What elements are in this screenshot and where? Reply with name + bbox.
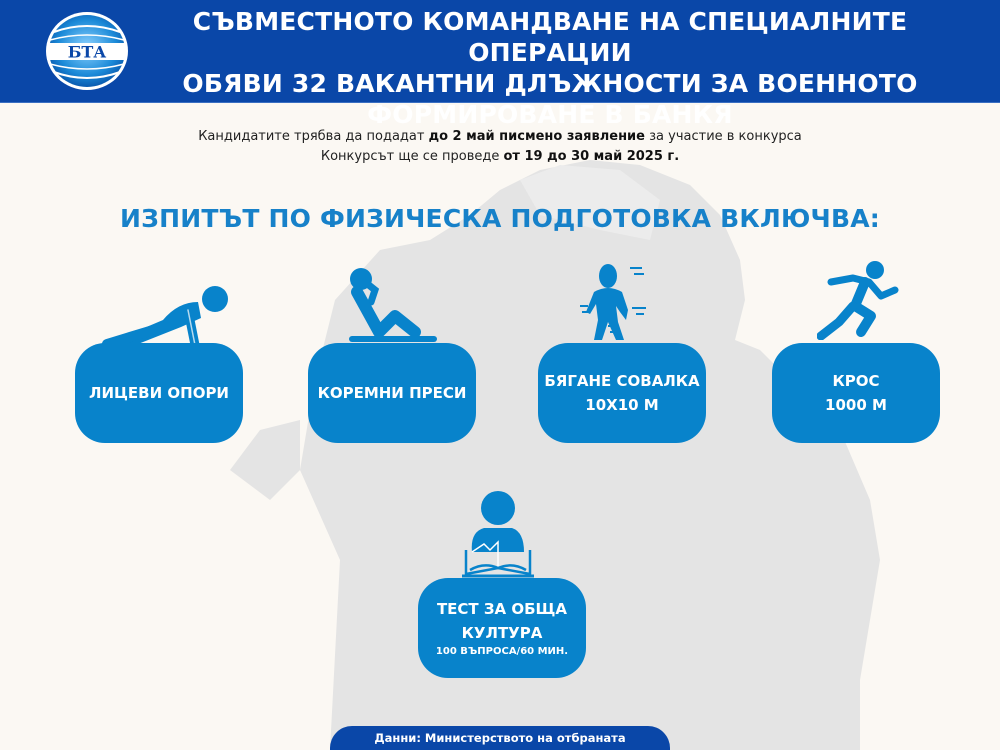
- exam-box: КОРЕМНИ ПРЕСИ: [308, 343, 476, 443]
- page-title: [140, 6, 960, 130]
- exam-card-push-ups: [75, 262, 245, 444]
- exam-card-sit-ups: [308, 262, 478, 444]
- shuttle-run-icon: [580, 262, 670, 342]
- running-icon: [817, 260, 907, 340]
- exam-card-cross-run: [772, 262, 942, 444]
- exam-card-shuttle-run: [538, 262, 708, 444]
- exam-box: ТЕСТ ЗА ОБЩА КУЛТУРА 100 ВЪПРОСА/60 МИН.: [418, 578, 586, 678]
- exam-box: КРОС 1000 М: [772, 343, 940, 443]
- exam-card-culture-test: [418, 490, 588, 678]
- source-footer: Данни: Министерството на отбраната: [330, 726, 670, 750]
- header-banner: [0, 0, 1000, 129]
- intro-line-1: Кандидатите трябва да подадат до 2 май писмено заявление за участие в конкурса: [198, 129, 802, 144]
- svg-text:БТА: БТА: [67, 42, 107, 62]
- title-line-2: ОБЯВИ 32 ВАКАНТНИ ДЛЪЖНОСТИ ЗА ВОЕННОТО: [182, 69, 918, 98]
- push-up-icon: [93, 272, 233, 352]
- intro-text: [0, 127, 1000, 167]
- title-line-1: СЪВМЕСТНОТО КОМАНДВАНЕ НА СПЕЦИАЛНИТЕ ОПЕРАЦИИ: [192, 7, 908, 67]
- exam-box: ЛИЦЕВИ ОПОРИ: [75, 343, 243, 443]
- sit-up-icon: [343, 264, 443, 344]
- title-line-3: ФОРМИРОВАНЕ В БАНКЯ: [367, 100, 733, 129]
- reading-icon: [462, 490, 542, 580]
- section-title: ИЗПИТЪТ ПО ФИЗИЧЕСКА ПОДГОТОВКА ВКЛЮЧВА:: [120, 204, 880, 233]
- exam-box: БЯГАНЕ СОВАЛКА 10Х10 М: [538, 343, 706, 443]
- bta-logo-icon: [44, 10, 130, 92]
- intro-line-2: Конкурсът ще се проведе от 19 до 30 май 2025 г.: [320, 149, 680, 164]
